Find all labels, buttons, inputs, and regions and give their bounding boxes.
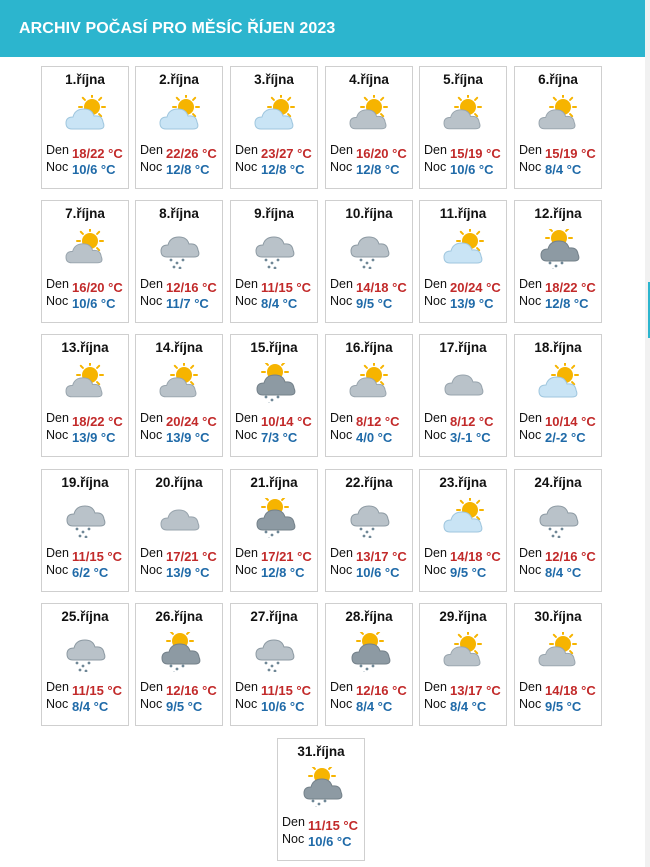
day-date: 1.října bbox=[65, 72, 105, 87]
night-label: Noc bbox=[46, 563, 69, 577]
day-temperature: 11/15 °C bbox=[308, 818, 359, 833]
day-date: 23.října bbox=[439, 475, 487, 490]
day-card[interactable] bbox=[41, 66, 129, 189]
day-label: Den bbox=[330, 411, 353, 425]
partly-cloudy-icon bbox=[346, 95, 394, 135]
day-temperature: 18/22 °C bbox=[545, 280, 596, 295]
night-label: Noc bbox=[140, 563, 163, 577]
night-temperature: 13/9 °C bbox=[450, 296, 494, 311]
partly-cloudy-icon bbox=[156, 363, 204, 403]
night-temperature: 8/4 °C bbox=[72, 699, 109, 714]
sun-behind-cloud-icon bbox=[62, 95, 110, 135]
day-date: 30.října bbox=[534, 609, 582, 624]
rain-cloud-icon bbox=[346, 498, 394, 538]
rain-cloud-icon bbox=[156, 229, 204, 269]
rain-cloud-icon bbox=[62, 498, 110, 538]
day-label: Den bbox=[519, 143, 542, 157]
night-label: Noc bbox=[46, 697, 69, 711]
day-card[interactable] bbox=[514, 603, 602, 726]
night-temperature: 13/9 °C bbox=[166, 565, 210, 580]
night-label: Noc bbox=[330, 563, 353, 577]
night-temperature: 8/4 °C bbox=[545, 162, 582, 177]
partly-cloudy-icon bbox=[62, 229, 110, 269]
night-label: Noc bbox=[235, 294, 258, 308]
night-temperature: 12/8 °C bbox=[261, 565, 305, 580]
day-temperature: 11/15 °C bbox=[72, 683, 123, 698]
day-label: Den bbox=[46, 680, 69, 694]
day-label: Den bbox=[235, 277, 258, 291]
day-label: Den bbox=[46, 546, 69, 560]
sun-rain-cloud-icon bbox=[251, 498, 299, 538]
day-temperature: 8/12 °C bbox=[356, 414, 400, 429]
day-date: 21.října bbox=[250, 475, 298, 490]
day-card[interactable] bbox=[325, 603, 413, 726]
day-card[interactable] bbox=[230, 603, 318, 726]
day-temperature: 10/14 °C bbox=[261, 414, 312, 429]
day-temperature: 22/26 °C bbox=[166, 146, 217, 161]
day-label: Den bbox=[424, 143, 447, 157]
day-card[interactable] bbox=[514, 200, 602, 323]
day-card[interactable] bbox=[325, 334, 413, 457]
sun-behind-cloud-icon bbox=[535, 363, 583, 403]
night-temperature: 10/6 °C bbox=[308, 834, 352, 849]
day-temperature: 12/16 °C bbox=[166, 683, 217, 698]
day-card[interactable] bbox=[514, 66, 602, 189]
night-label: Noc bbox=[519, 697, 542, 711]
night-temperature: 6/2 °C bbox=[72, 565, 109, 580]
night-temperature: 4/0 °C bbox=[356, 430, 393, 445]
day-date: 10.října bbox=[345, 206, 393, 221]
night-label: Noc bbox=[330, 428, 353, 442]
day-temperature: 23/27 °C bbox=[261, 146, 312, 161]
day-card[interactable] bbox=[135, 603, 223, 726]
night-label: Noc bbox=[424, 697, 447, 711]
night-temperature: 9/5 °C bbox=[450, 565, 487, 580]
night-temperature: 13/9 °C bbox=[166, 430, 210, 445]
night-label: Noc bbox=[235, 428, 258, 442]
night-label: Noc bbox=[424, 428, 447, 442]
sun-rain-cloud-icon bbox=[156, 632, 204, 672]
night-label: Noc bbox=[330, 160, 353, 174]
day-temperature: 13/17 °C bbox=[356, 549, 407, 564]
partly-cloudy-icon bbox=[62, 363, 110, 403]
day-temperature: 17/21 °C bbox=[261, 549, 312, 564]
sun-rain-cloud-icon bbox=[346, 632, 394, 672]
day-card[interactable] bbox=[135, 469, 223, 592]
day-label: Den bbox=[519, 277, 542, 291]
night-label: Noc bbox=[282, 832, 305, 846]
day-label: Den bbox=[519, 411, 542, 425]
day-label: Den bbox=[140, 680, 163, 694]
day-temperature: 14/18 °C bbox=[450, 549, 501, 564]
day-temperature: 10/14 °C bbox=[545, 414, 596, 429]
day-label: Den bbox=[235, 143, 258, 157]
day-temperature: 11/15 °C bbox=[261, 280, 312, 295]
partly-cloudy-icon bbox=[535, 95, 583, 135]
day-date: 6.října bbox=[538, 72, 578, 87]
day-date: 19.října bbox=[61, 475, 109, 490]
night-temperature: 12/8 °C bbox=[261, 162, 305, 177]
day-date: 16.října bbox=[345, 340, 393, 355]
night-temperature: 13/9 °C bbox=[72, 430, 116, 445]
day-card[interactable] bbox=[230, 200, 318, 323]
partly-cloudy-icon bbox=[440, 632, 488, 672]
rain-cloud-icon bbox=[251, 632, 299, 672]
night-label: Noc bbox=[46, 294, 69, 308]
day-date: 13.října bbox=[61, 340, 109, 355]
page-title: ARCHIV POČASÍ PRO MĚSÍC ŘÍJEN 2023 bbox=[19, 20, 336, 37]
day-label: Den bbox=[282, 815, 305, 829]
day-card[interactable] bbox=[419, 469, 507, 592]
day-card[interactable] bbox=[135, 200, 223, 323]
partly-cloudy-icon bbox=[440, 95, 488, 135]
night-label: Noc bbox=[519, 563, 542, 577]
day-temperature: 16/20 °C bbox=[72, 280, 123, 295]
night-temperature: 10/6 °C bbox=[72, 162, 116, 177]
night-label: Noc bbox=[46, 428, 69, 442]
night-temperature: 10/6 °C bbox=[356, 565, 400, 580]
day-label: Den bbox=[46, 277, 69, 291]
day-temperature: 14/18 °C bbox=[356, 280, 407, 295]
day-date: 8.října bbox=[159, 206, 199, 221]
day-label: Den bbox=[235, 680, 258, 694]
day-temperature: 17/21 °C bbox=[166, 549, 217, 564]
sun-behind-cloud-icon bbox=[440, 229, 488, 269]
day-card[interactable] bbox=[230, 66, 318, 189]
day-date: 26.října bbox=[155, 609, 203, 624]
night-label: Noc bbox=[330, 294, 353, 308]
day-label: Den bbox=[140, 411, 163, 425]
rain-cloud-icon bbox=[535, 498, 583, 538]
day-label: Den bbox=[140, 277, 163, 291]
night-label: Noc bbox=[140, 428, 163, 442]
day-temperature: 16/20 °C bbox=[356, 146, 407, 161]
day-label: Den bbox=[424, 680, 447, 694]
day-label: Den bbox=[330, 680, 353, 694]
day-label: Den bbox=[330, 277, 353, 291]
night-label: Noc bbox=[140, 697, 163, 711]
day-card[interactable] bbox=[41, 200, 129, 323]
cloud-icon bbox=[440, 363, 488, 403]
day-date: 9.října bbox=[254, 206, 294, 221]
day-label: Den bbox=[235, 411, 258, 425]
sun-rain-cloud-icon bbox=[298, 767, 346, 807]
night-temperature: 2/-2 °C bbox=[545, 430, 586, 445]
night-temperature: 11/7 °C bbox=[166, 296, 209, 311]
day-temperature: 18/22 °C bbox=[72, 146, 123, 161]
day-label: Den bbox=[424, 411, 447, 425]
day-date: 3.října bbox=[254, 72, 294, 87]
day-card[interactable] bbox=[41, 603, 129, 726]
rain-cloud-icon bbox=[346, 229, 394, 269]
day-date: 18.října bbox=[534, 340, 582, 355]
day-temperature: 15/19 °C bbox=[450, 146, 501, 161]
night-temperature: 8/4 °C bbox=[545, 565, 582, 580]
day-card[interactable] bbox=[135, 66, 223, 189]
day-label: Den bbox=[519, 680, 542, 694]
day-card[interactable] bbox=[325, 200, 413, 323]
day-date: 7.října bbox=[65, 206, 105, 221]
day-date: 4.října bbox=[349, 72, 389, 87]
night-temperature: 9/5 °C bbox=[356, 296, 393, 311]
day-temperature: 8/12 °C bbox=[450, 414, 494, 429]
night-temperature: 9/5 °C bbox=[166, 699, 203, 714]
day-date: 5.října bbox=[443, 72, 483, 87]
day-temperature: 20/24 °C bbox=[450, 280, 501, 295]
night-temperature: 12/8 °C bbox=[166, 162, 210, 177]
day-card[interactable] bbox=[419, 66, 507, 189]
day-temperature: 11/15 °C bbox=[261, 683, 312, 698]
day-card[interactable] bbox=[277, 738, 365, 861]
day-date: 2.října bbox=[159, 72, 199, 87]
sun-behind-cloud-icon bbox=[251, 95, 299, 135]
day-temperature: 12/16 °C bbox=[166, 280, 217, 295]
day-temperature: 12/16 °C bbox=[545, 549, 596, 564]
partly-cloudy-icon bbox=[346, 363, 394, 403]
day-label: Den bbox=[424, 277, 447, 291]
day-label: Den bbox=[330, 546, 353, 560]
day-card[interactable] bbox=[419, 334, 507, 457]
day-card[interactable] bbox=[325, 469, 413, 592]
day-temperature: 18/22 °C bbox=[72, 414, 123, 429]
day-date: 15.října bbox=[250, 340, 298, 355]
day-card[interactable] bbox=[41, 334, 129, 457]
day-card[interactable] bbox=[514, 469, 602, 592]
night-temperature: 10/6 °C bbox=[72, 296, 116, 311]
night-label: Noc bbox=[519, 294, 542, 308]
day-card[interactable] bbox=[419, 603, 507, 726]
day-label: Den bbox=[46, 411, 69, 425]
day-date: 12.října bbox=[534, 206, 582, 221]
day-card[interactable] bbox=[230, 334, 318, 457]
day-date: 31.října bbox=[297, 744, 345, 759]
day-label: Den bbox=[235, 546, 258, 560]
day-card[interactable] bbox=[135, 334, 223, 457]
day-temperature: 15/19 °C bbox=[545, 146, 596, 161]
night-label: Noc bbox=[140, 294, 163, 308]
night-temperature: 8/4 °C bbox=[356, 699, 393, 714]
night-temperature: 10/6 °C bbox=[450, 162, 494, 177]
night-label: Noc bbox=[519, 428, 542, 442]
day-temperature: 13/17 °C bbox=[450, 683, 501, 698]
day-temperature: 12/16 °C bbox=[356, 683, 407, 698]
rain-cloud-icon bbox=[251, 229, 299, 269]
partly-cloudy-icon bbox=[535, 632, 583, 672]
day-temperature: 14/18 °C bbox=[545, 683, 596, 698]
night-temperature: 9/5 °C bbox=[545, 699, 582, 714]
day-date: 20.října bbox=[155, 475, 203, 490]
night-temperature: 10/6 °C bbox=[261, 699, 305, 714]
day-date: 24.října bbox=[534, 475, 582, 490]
night-label: Noc bbox=[330, 697, 353, 711]
day-date: 17.října bbox=[439, 340, 487, 355]
scrollbar-track[interactable] bbox=[645, 0, 650, 867]
day-card[interactable] bbox=[514, 334, 602, 457]
night-label: Noc bbox=[140, 160, 163, 174]
day-label: Den bbox=[140, 546, 163, 560]
sun-behind-cloud-icon bbox=[156, 95, 204, 135]
night-temperature: 7/3 °C bbox=[261, 430, 298, 445]
day-label: Den bbox=[46, 143, 69, 157]
night-temperature: 12/8 °C bbox=[545, 296, 589, 311]
day-date: 22.října bbox=[345, 475, 393, 490]
day-date: 28.října bbox=[345, 609, 393, 624]
night-label: Noc bbox=[46, 160, 69, 174]
night-label: Noc bbox=[235, 160, 258, 174]
day-label: Den bbox=[519, 546, 542, 560]
day-date: 25.října bbox=[61, 609, 109, 624]
night-temperature: 12/8 °C bbox=[356, 162, 400, 177]
day-card[interactable] bbox=[41, 469, 129, 592]
day-date: 29.října bbox=[439, 609, 487, 624]
day-card[interactable] bbox=[419, 200, 507, 323]
day-card[interactable] bbox=[325, 66, 413, 189]
night-temperature: 8/4 °C bbox=[450, 699, 487, 714]
sun-behind-cloud-icon bbox=[440, 498, 488, 538]
night-temperature: 8/4 °C bbox=[261, 296, 298, 311]
night-label: Noc bbox=[424, 294, 447, 308]
day-date: 11.října bbox=[439, 206, 487, 221]
sun-rain-cloud-icon bbox=[251, 363, 299, 403]
day-temperature: 11/15 °C bbox=[72, 549, 123, 564]
day-date: 27.října bbox=[250, 609, 298, 624]
night-label: Noc bbox=[519, 160, 542, 174]
night-label: Noc bbox=[424, 563, 447, 577]
sun-rain-cloud-icon bbox=[535, 229, 583, 269]
night-temperature: 3/-1 °C bbox=[450, 430, 491, 445]
day-temperature: 20/24 °C bbox=[166, 414, 217, 429]
day-label: Den bbox=[330, 143, 353, 157]
night-label: Noc bbox=[235, 563, 258, 577]
day-label: Den bbox=[140, 143, 163, 157]
rain-cloud-icon bbox=[62, 632, 110, 672]
night-label: Noc bbox=[424, 160, 447, 174]
day-card[interactable] bbox=[230, 469, 318, 592]
day-date: 14.října bbox=[155, 340, 203, 355]
day-label: Den bbox=[424, 546, 447, 560]
night-label: Noc bbox=[235, 697, 258, 711]
cloud-icon bbox=[156, 498, 204, 538]
